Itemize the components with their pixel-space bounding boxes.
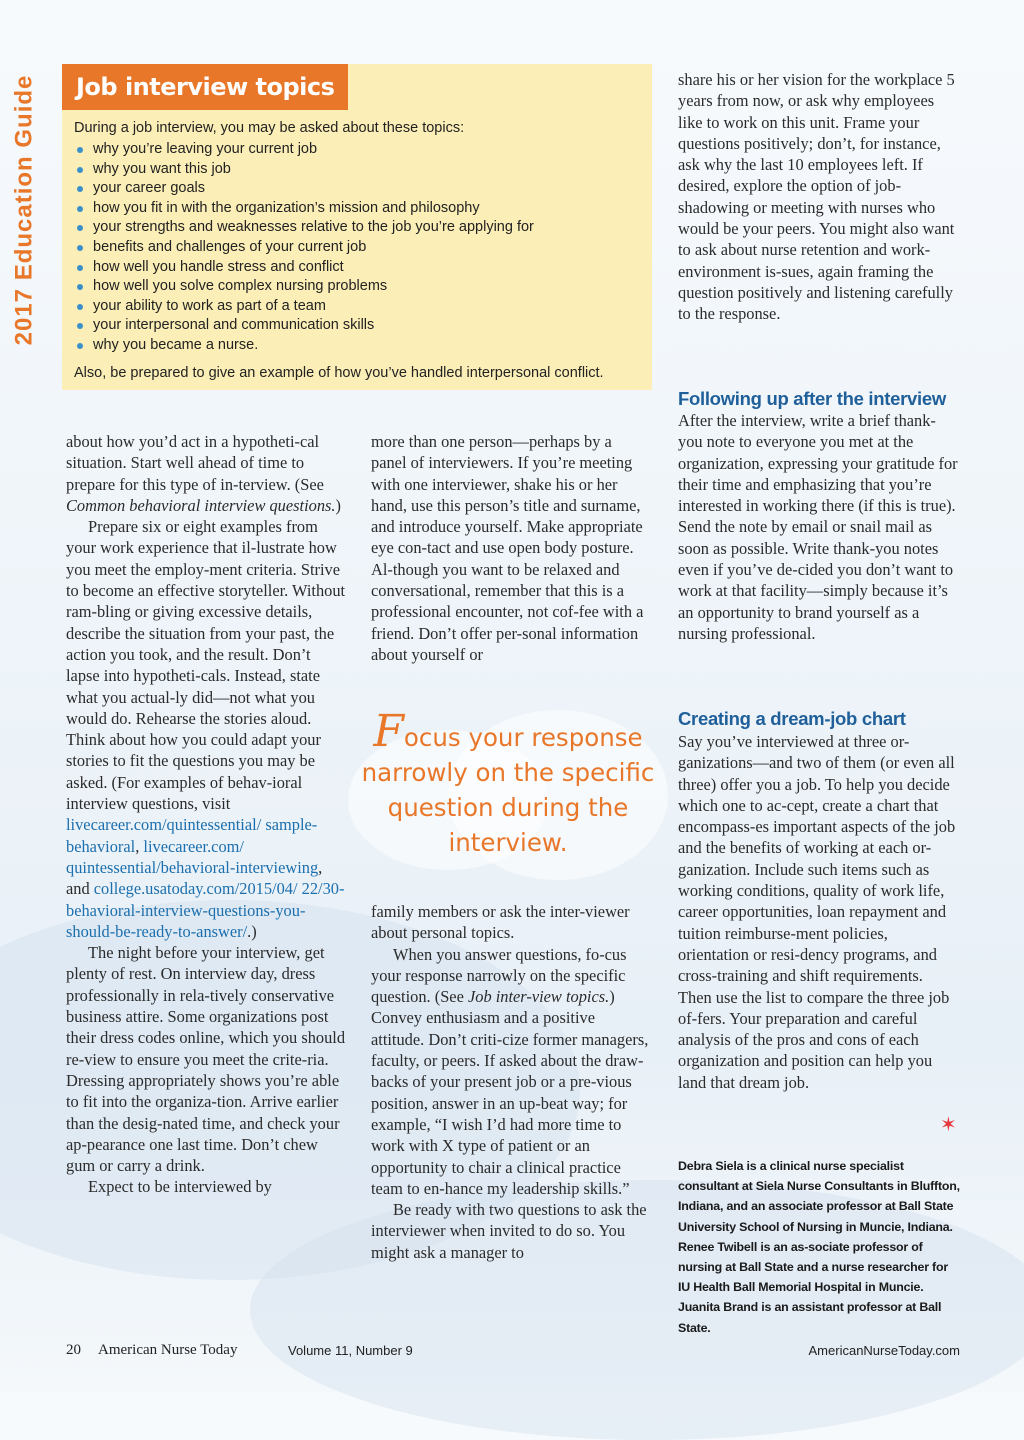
section-heading: Creating a dream-job chart bbox=[678, 708, 906, 729]
column-3-middle bbox=[678, 410, 958, 644]
cross-reference: Common behavioral interview questions. bbox=[66, 495, 336, 515]
column-1 bbox=[66, 431, 346, 1198]
author-bio: Debra Siela is a clinical nurse specialist consultant at Siela Nurse Consultants in Bluffton, Indiana, and an associate professor at Ball State University School of Nursing in Muncie, Indiana. Renee Twibell is an as-sociate professor of nursing at Ball State and a nurse researcher for IU Health Ball Memorial Hospital in Muncie. Juanita Brand is an assistant professor at Ball State. bbox=[678, 1159, 960, 1335]
pull-quote-initial: F bbox=[373, 706, 404, 757]
paragraph: share his or her vision for the workplace 5 years from now, or ask why employees like to work on this unit. Frame your questions positively; don’t, for instance, ask why the last 10 employees left. If desired, explore the option of job-shadowing or meeting with nurses who would be your peers. You might also want to ask about nurse retention and work-environment is-sues, again framing the question positively and listening carefully to the response. bbox=[678, 70, 955, 324]
link-livecareer-behavioral[interactable]: livecareer.com/ quintessential/behavioral-interviewing bbox=[66, 836, 319, 877]
link-livecareer-sample[interactable]: livecareer.com/quintessential/ sample-behavioral bbox=[66, 815, 318, 856]
paragraph: more than one person—perhaps by a panel of interviewers. If you’re meeting with one interviewer, shake his or her hand, use this person’s title and surname, and introduce yourself. Make appropriate eye con-tact and use open body posture. Al-though you want to be relaxed and conversational, remember that this is a professional encounter, not cof-fee with a friend. Don’t offer per-sonal information about yourself or bbox=[371, 432, 644, 664]
list-item: why you’re leaving your current job bbox=[74, 140, 534, 160]
paragraph: Prepare six or eight examples from your work experience that il-lustrate how you meet the employ-ment criteria. Strive to become an effective storyteller. Without ram-bling or giving excessive details, describe the situation from your past, the action you took, and the result. Don’t lapse into hypotheti-cals. Instead, state what you actual-ly did—not what you would do. Rehearse the stories aloud. Think about how you could adapt your stories to fit the questions you may be asked. (For examples of behav-ioral interview questions, visit livecareer.com/quintessential/ sample-behavioral, livecareer.com/ quintessential/behavioral-interviewing, and college.usatoday.com/2015/04/ 22/30-behavioral-interview-questions-you-should-be-ready-to-answer/.) bbox=[66, 517, 346, 941]
sidebar-box-topics bbox=[62, 64, 652, 390]
list-item: how you fit in with the organization’s mission and philosophy bbox=[74, 199, 534, 219]
pull-quote bbox=[358, 700, 658, 890]
list-item: your ability to work as part of a team bbox=[74, 297, 534, 317]
list-item: why you became a nurse. bbox=[74, 336, 534, 356]
list-item: benefits and challenges of your current job bbox=[74, 238, 534, 258]
paragraph: Be ready with two questions to ask the interviewer when invited to do so. You might ask a manager to bbox=[371, 1200, 647, 1262]
page-number: 20 bbox=[66, 1342, 81, 1358]
end-mark-icon: ✶ bbox=[940, 1114, 957, 1136]
publication-name: American Nurse Today bbox=[98, 1342, 238, 1358]
cross-reference: Job inter-view topics. bbox=[467, 987, 610, 1007]
column-2-bottom bbox=[371, 901, 651, 1263]
page-footer bbox=[66, 1342, 960, 1360]
list-item: how well you handle stress and conflict bbox=[74, 258, 534, 278]
section-heading: Following up after the interview bbox=[678, 388, 946, 409]
column-3-top bbox=[678, 69, 958, 325]
side-label: 2017 Education Guide bbox=[10, 74, 38, 346]
paragraph: about how you’d act in a hypotheti-cal situation. Start well ahead of time to prepare for this type of in-terview. (See Common behavioral interview questions.) bbox=[66, 432, 341, 515]
link-usatoday[interactable]: college.usatoday.com/2015/04/ 22/30-behavioral-interview-questions-you-should-be-ready-to-answer/ bbox=[66, 879, 345, 941]
list-item: how well you solve complex nursing problems bbox=[74, 277, 534, 297]
list-item: your career goals bbox=[74, 179, 534, 199]
paragraph: When you answer questions, fo-cus your response narrowly on the specific question. (See Job inter-view topics.) Convey enthusiasm and a positive attitude. Don’t criti-cize former managers, faculty, or peers. If asked about the draw-backs of your present job or a pre-vious position, answer in an up-beat way; for example, “I wish I’d had more time to work with X type of patient or an opportunity to chair a clinical practice team to en-hance my leadership skills.” bbox=[371, 944, 649, 1198]
list-item: why you want this job bbox=[74, 160, 534, 180]
paragraph: The night before your interview, get plenty of rest. On interview day, dress professionally in rela-tively conservative business attire. Some organizations post their dress codes online, which you should re-view to ensure you meet the crite-ria. Dressing appropriately shows you’re able to fit into the organiza-tion. Arrive earlier than the desig-nated time, and check your ap-pearance one last time. Don’t chew gum or carry a drink. bbox=[66, 943, 346, 1176]
volume-info: Volume 11, Number 9 bbox=[288, 1343, 413, 1358]
paragraph: After the interview, write a brief thank-you note to everyone you met at the organization, expressing your gratitude for their time and emphasizing that you’re interested in working there (if this is true). Send the note by email or snail mail as soon as possible. Write thank-you notes even if you’ve de-cided you don’t want to work at that facility—simply because it’s an opportunity to brand yourself as a nursing professional. bbox=[678, 411, 958, 643]
paragraph: family members or ask the inter-viewer about personal topics. bbox=[371, 902, 630, 943]
list-item: your interpersonal and communication skills bbox=[74, 316, 534, 336]
website-url: AmericanNurseToday.com bbox=[808, 1343, 960, 1358]
paragraph: Say you’ve interviewed at three or-ganizations—and two of them (or even all three) offer you a job. To help you decide which one to ac-cept, create a chart that encompass-es important aspects of the job and the benefits of working at each or-ganization. Include such items such as working conditions, quality of work life, career opportunities, loan repayment and tuition reimburse-ment policies, orientation or resi-dency programs, and cross-training and shift requirements. Then use the list to compare the three job of-fers. Your preparation and careful analysis of the pros and cons of each organization and position can help you land that dream job. bbox=[678, 732, 956, 1092]
list-item: your strengths and weaknesses relative to the job you’re applying for bbox=[74, 218, 534, 238]
column-2-top bbox=[371, 431, 651, 665]
paragraph: Expect to be interviewed by bbox=[88, 1177, 272, 1197]
box-title: Job interview topics bbox=[62, 64, 348, 110]
box-footer: Also, be prepared to give an example of how you’ve handled interpersonal conflict. bbox=[74, 365, 604, 381]
box-intro: During a job interview, you may be asked about these topics: bbox=[74, 120, 465, 136]
pull-quote-text: ocus your response narrowly on the specific question during the interview. bbox=[361, 723, 655, 857]
topics-list bbox=[74, 140, 534, 356]
column-3-bottom bbox=[678, 731, 958, 1093]
